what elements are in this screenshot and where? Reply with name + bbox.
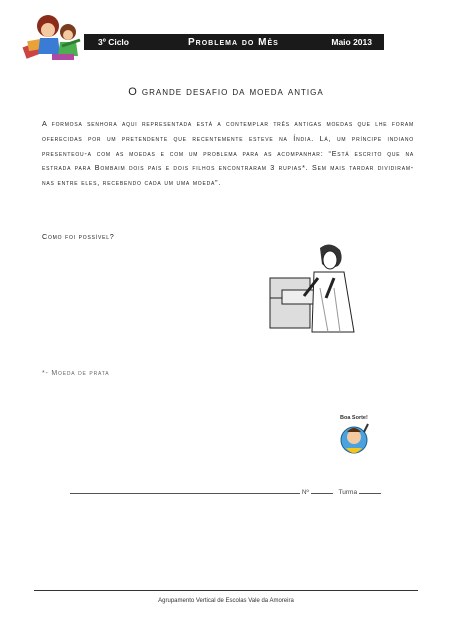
woman-with-drawer-illustration	[268, 238, 364, 334]
number-label: Nº	[301, 489, 309, 496]
page-title: O grande desafio da moeda antiga	[128, 86, 324, 98]
logo-illustration	[18, 10, 90, 68]
problem-title: Problema do Mês	[188, 36, 279, 48]
problem-paragraph: A formosa senhora aqui representada está a contemplar três antigas moedas que lhe foram oferecidas por um pretendente que recentemente esteve na Índia. Lá, um príncipe indiano presenteou-a com as moedas e com um problema para as acompanhar: “Está escrito que na estrada para Bombaim dois pais e dois filhos encontraram 3 rupias*. Sem mais tardar dividiram-nas entre eles, recebendo cada um uma moeda”.	[42, 119, 414, 188]
school-name: Agrupamento Vertical de Escolas Vale da Amoreira	[158, 598, 294, 604]
header-bar	[84, 34, 384, 50]
number-field[interactable]	[311, 486, 333, 494]
student-info-form	[70, 486, 381, 496]
date-label: Maio 2013	[331, 37, 372, 47]
name-field[interactable]	[70, 486, 300, 494]
footnote: *- Moeda de prata	[42, 370, 110, 377]
class-field[interactable]	[359, 486, 381, 494]
footer-divider	[34, 590, 418, 591]
class-label: Turma	[338, 489, 358, 496]
question-text: Como foi possível?	[42, 232, 115, 241]
good-luck-illustration	[338, 422, 372, 462]
cycle-label: 3º Ciclo	[98, 37, 129, 47]
good-luck-label: Boa Sorte!	[340, 415, 368, 421]
